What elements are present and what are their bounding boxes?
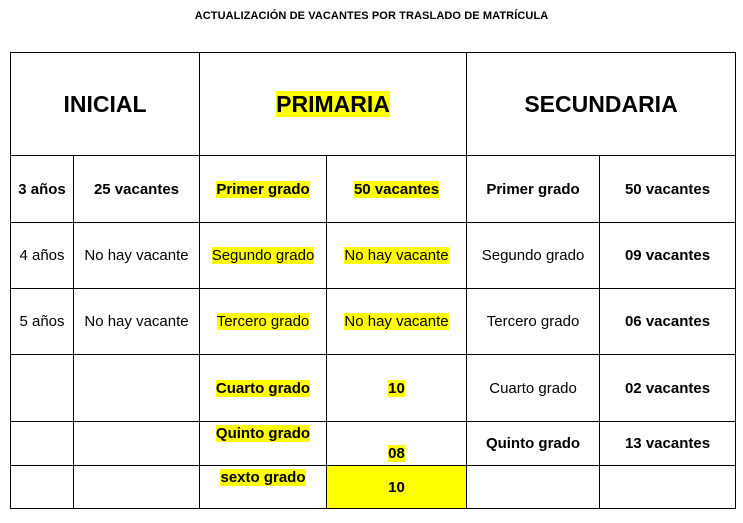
document-title: ACTUALIZACIÓN DE VACANTES POR TRASLADO DE MATRÍCULA bbox=[194, 10, 549, 22]
secundaria-vacancies: 13 vacantes bbox=[600, 422, 736, 466]
secundaria-vacancies: 02 vacantes bbox=[600, 355, 736, 422]
header-row bbox=[11, 53, 736, 156]
secundaria-vacancies bbox=[600, 466, 736, 509]
primaria-grade: Cuarto grado bbox=[200, 355, 327, 422]
table-row bbox=[11, 156, 736, 223]
primaria-vacancies: No hay vacante bbox=[327, 223, 467, 289]
header-primaria: PRIMARIA bbox=[200, 53, 467, 156]
inicial-age bbox=[11, 355, 74, 422]
secundaria-grade: Tercero grado bbox=[467, 289, 600, 355]
inicial-vacancies bbox=[74, 466, 200, 509]
secundaria-grade: Primer grado bbox=[467, 156, 600, 223]
header-inicial: INICIAL bbox=[11, 53, 200, 156]
secundaria-grade: Cuarto grado bbox=[467, 355, 600, 422]
primaria-vacancies: 08 bbox=[327, 422, 467, 466]
inicial-vacancies: No hay vacante bbox=[74, 289, 200, 355]
primaria-grade: Quinto grado bbox=[200, 422, 327, 466]
inicial-age bbox=[11, 422, 74, 466]
primaria-vacancies: 10 bbox=[327, 355, 467, 422]
inicial-vacancies: No hay vacante bbox=[74, 223, 200, 289]
header-secundaria: SECUNDARIA bbox=[467, 53, 736, 156]
table-row bbox=[11, 223, 736, 289]
inicial-vacancies: 25 vacantes bbox=[74, 156, 200, 223]
inicial-age bbox=[11, 466, 74, 509]
inicial-vacancies bbox=[74, 355, 200, 422]
secundaria-vacancies: 06 vacantes bbox=[600, 289, 736, 355]
secundaria-grade bbox=[467, 466, 600, 509]
table-row bbox=[11, 422, 736, 466]
table-row bbox=[11, 466, 736, 509]
primaria-grade: Primer grado bbox=[200, 156, 327, 223]
secundaria-grade: Quinto grado bbox=[467, 422, 600, 466]
primaria-grade: Tercero grado bbox=[200, 289, 327, 355]
secundaria-grade: Segundo grado bbox=[467, 223, 600, 289]
inicial-age: 5 años bbox=[11, 289, 74, 355]
primaria-vacancies: 10 bbox=[327, 466, 467, 509]
primaria-vacancies: No hay vacante bbox=[327, 289, 467, 355]
primaria-vacancies: 50 vacantes bbox=[327, 156, 467, 223]
inicial-age: 3 años bbox=[11, 156, 74, 223]
table-row bbox=[11, 289, 736, 355]
vacancies-table bbox=[10, 52, 736, 509]
primaria-grade: sexto grado bbox=[200, 466, 327, 509]
inicial-age: 4 años bbox=[11, 223, 74, 289]
secundaria-vacancies: 50 vacantes bbox=[600, 156, 736, 223]
inicial-vacancies bbox=[74, 422, 200, 466]
secundaria-vacancies: 09 vacantes bbox=[600, 223, 736, 289]
primaria-grade: Segundo grado bbox=[200, 223, 327, 289]
table-row bbox=[11, 355, 736, 422]
